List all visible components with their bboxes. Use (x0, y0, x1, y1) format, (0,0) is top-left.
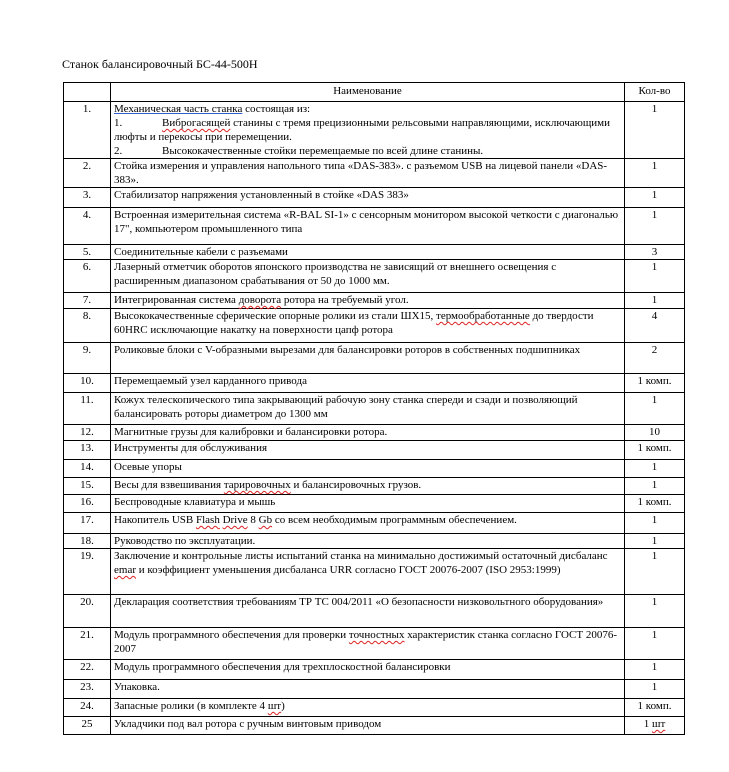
row-quantity: 1 (625, 188, 685, 208)
row-number: 6. (64, 260, 111, 293)
row-quantity: 1 (625, 460, 685, 478)
row-number: 5. (64, 245, 111, 260)
row-description: Роликовые блоки с V-образными вырезами для балансировки роторов в собственных подшипниках (111, 343, 625, 374)
table-row (64, 460, 685, 478)
row-number: 15. (64, 478, 111, 495)
row-quantity: 1 (625, 208, 685, 245)
row-number: 10. (64, 374, 111, 393)
row-number: 14. (64, 460, 111, 478)
row-quantity: 1 (625, 595, 685, 628)
row-number: 7. (64, 293, 111, 309)
row-quantity: 1 шт (625, 717, 685, 735)
row-quantity: 1 комп. (625, 441, 685, 460)
row-description: Встроенная измерительная система «R-BAL SI-1» с сенсорным монитором высокой четкости с диагональю 17", компьютером промышленного типа (111, 208, 625, 245)
row-quantity: 1 (625, 293, 685, 309)
row-description: Кожух телескопического типа закрывающий рабочую зону станка спереди и сзади и позволяющий балансировать роторы диаметром до 1300 мм (111, 393, 625, 425)
row-number: 23. (64, 680, 111, 699)
table-row (64, 374, 685, 393)
row-number: 2. (64, 159, 111, 188)
row-quantity: 1 комп. (625, 699, 685, 717)
table-row (64, 549, 685, 595)
table-header-row (64, 83, 685, 102)
row-quantity: 1 комп. (625, 495, 685, 513)
row-number: 3. (64, 188, 111, 208)
sub-item: 1. Виброгасящей станины с тремя прецизионными рельсовыми направляющими, исключающими люфты и перекосы при перемещении. (114, 117, 611, 143)
row-description: Заключение и контрольные листы испытаний станка на минимально достижимый остаточный дисбаланс emar и коэффициент уменьшения дисбаланса URR согласно ГОСТ 20076-2007 (ISO 2953:1999) (111, 549, 625, 595)
row-description: Стабилизатор напряжения установленный в стойке «DAS 383» (111, 188, 625, 208)
row-description: Модуль программного обеспечения для проверки точностных характеристик станка согласно ГОСТ 20076-2007 (111, 628, 625, 660)
row-number: 22. (64, 660, 111, 680)
row-description: Накопитель USB Flash Drive 8 Gb со всем необходимым программным обеспечением. (111, 513, 625, 534)
row-quantity: 1 (625, 513, 685, 534)
row-number: 1. (64, 102, 111, 159)
hyperlink-text[interactable]: Механическая часть станка (114, 103, 243, 115)
spellcheck-word: Drive (222, 514, 248, 526)
table-row (64, 699, 685, 717)
row-quantity: 1 (625, 478, 685, 495)
table-row (64, 102, 685, 159)
table-row (64, 660, 685, 680)
spellcheck-word: шт (267, 700, 282, 712)
document-title: Станок балансировочный БС-44-500Н (62, 57, 258, 71)
row-quantity: 1 (625, 393, 685, 425)
table-row (64, 534, 685, 549)
table-row (64, 478, 685, 495)
row-description: Запасные ролики (в комплекте 4 шт) (111, 699, 625, 717)
table-row (64, 495, 685, 513)
row-quantity: 2 (625, 343, 685, 374)
table-row (64, 441, 685, 460)
header-number (64, 83, 111, 102)
row-description: Перемещаемый узел карданного привода (111, 374, 625, 393)
table-row (64, 343, 685, 374)
sub-item: 2. Высококачественные стойки перемещаемые по всей длине станины. (114, 145, 484, 157)
row-quantity: 1 (625, 534, 685, 549)
row-description: Беспроводные клавиатура и мышь (111, 495, 625, 513)
row-description: Упаковка. (111, 680, 625, 699)
table-row (64, 628, 685, 660)
row-number: 16. (64, 495, 111, 513)
row-quantity: 1 (625, 159, 685, 188)
row-quantity: 1 комп. (625, 374, 685, 393)
row-quantity: 1 (625, 628, 685, 660)
row-number: 12. (64, 425, 111, 441)
row-quantity: 3 (625, 245, 685, 260)
spellcheck-word: точностных (348, 629, 405, 641)
table-row (64, 425, 685, 441)
table-row (64, 245, 685, 260)
table-row (64, 188, 685, 208)
row-quantity: 1 (625, 102, 685, 159)
table-row (64, 717, 685, 735)
row-quantity: 1 (625, 680, 685, 699)
row-quantity: 1 (625, 549, 685, 595)
row-number: 19. (64, 549, 111, 595)
row-description: Инструменты для обслуживания (111, 441, 625, 460)
row-quantity: 4 (625, 309, 685, 343)
row-description: Высококачественные сферические опорные ролики из стали ШХ15, термообработанные до твердости 60HRC исключающие накатку на поверхности цапф ротора (111, 309, 625, 343)
row-description: Соединительные кабели с разъемами (111, 245, 625, 260)
row-quantity: 1 (625, 660, 685, 680)
row-description: Модуль программного обеспечения для трехплоскостной балансировки (111, 660, 625, 680)
spellcheck-word: Виброгасящей (162, 117, 231, 129)
spellcheck-word: термообработанные (436, 310, 530, 322)
table-row (64, 309, 685, 343)
table-row (64, 260, 685, 293)
row-number: 13. (64, 441, 111, 460)
table-row (64, 159, 685, 188)
row-number: 11. (64, 393, 111, 425)
spellcheck-word: доворота (238, 294, 282, 306)
row-description: Укладчики под вал ротора с ручным винтовым приводом (111, 717, 625, 735)
row-description: Лазерный отметчик оборотов японского производства не зависящий от внешнего освещения с расширенным диапазоном срабатывания от 50 до 1000 мм. (111, 260, 625, 293)
spellcheck-word: emar (114, 564, 136, 576)
row-description: Интегрированная система доворота ротора на требуемый угол. (111, 293, 625, 309)
row-description: Весы для взвешивания тарировочных и балансировочных грузов. (111, 478, 625, 495)
row-number: 4. (64, 208, 111, 245)
row-quantity: 1 (625, 260, 685, 293)
row-number: 25 (64, 717, 111, 735)
table-row (64, 680, 685, 699)
row-description: Стойка измерения и управления напольного типа «DAS-383». с разъемом USB на лицевой панели «DAS-383». (111, 159, 625, 188)
spellcheck-word: шт (651, 718, 666, 730)
equipment-spec-table (63, 82, 685, 735)
row-number: 17. (64, 513, 111, 534)
table-row (64, 293, 685, 309)
row-description: Осевые упоры (111, 460, 625, 478)
header-name: Наименование (111, 83, 625, 102)
table-row (64, 208, 685, 245)
row-number: 9. (64, 343, 111, 374)
row-number: 18. (64, 534, 111, 549)
row-description: Декларация соответствия требованиям ТР ТС 004/2011 «О безопасности низковольтного оборудования» (111, 595, 625, 628)
spellcheck-word: Gb (258, 514, 273, 526)
header-quantity: Кол-во (625, 83, 685, 102)
row-description: Механическая часть станка состоящая из: 1. Виброгасящей станины с тремя прецизионными рельсовыми направляющими, исключающими люфты и перекосы при перемещении. 2. Высококачественные стойки перемещаемые по всей длине станины. (111, 102, 625, 159)
table-row (64, 393, 685, 425)
row-description: Руководство по эксплуатации. (111, 534, 625, 549)
row-quantity: 10 (625, 425, 685, 441)
spellcheck-word: Flash (195, 514, 220, 526)
table-row (64, 595, 685, 628)
row-number: 24. (64, 699, 111, 717)
row-description: Магнитные грузы для калибровки и балансировки ротора. (111, 425, 625, 441)
table-row (64, 513, 685, 534)
row-number: 21. (64, 628, 111, 660)
row-number: 20. (64, 595, 111, 628)
spellcheck-word: тарировочных (223, 479, 291, 491)
row-number: 8. (64, 309, 111, 343)
